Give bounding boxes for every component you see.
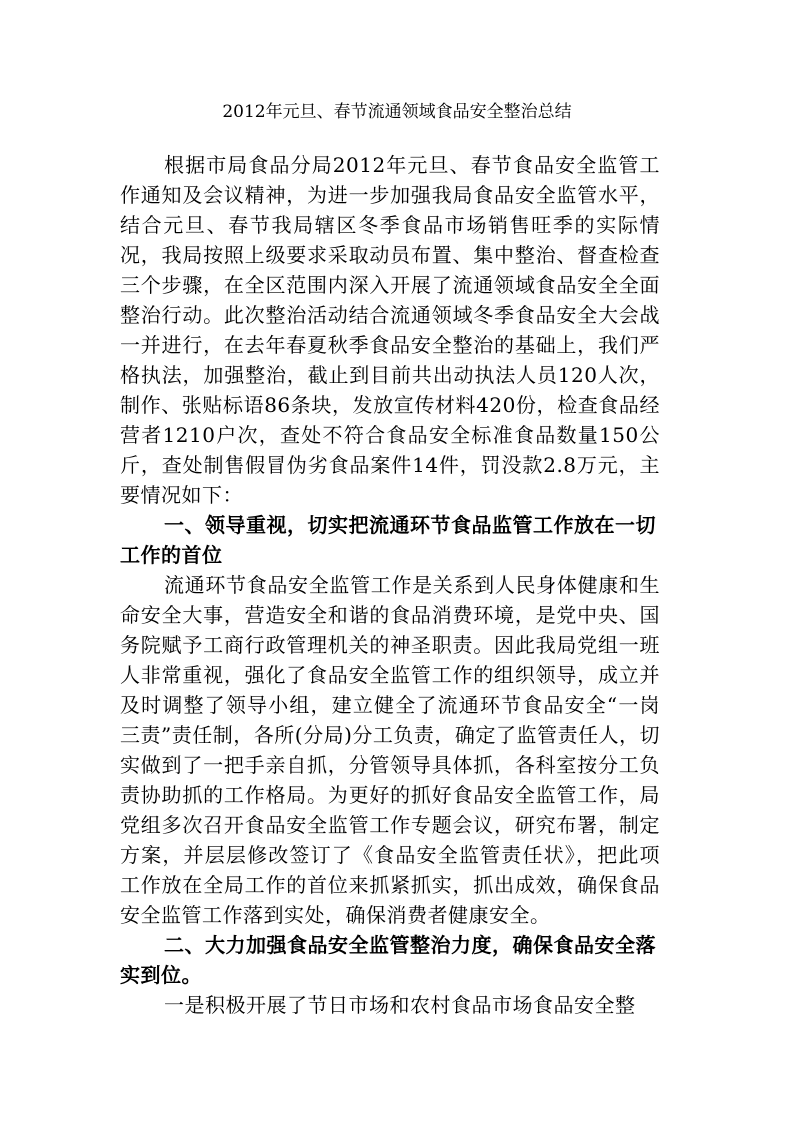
document-body <box>120 150 660 1020</box>
section-heading-1: 一、领导重视，切实把流通环节食品监管工作放在一切工作的首位 <box>120 513 656 567</box>
section-heading-2: 二、大力加强食品安全监管整治力度，确保食品安全落实到位。 <box>120 933 656 987</box>
document-title: 2012年元旦、春节流通领域食品安全整治总结 <box>222 102 572 122</box>
section-2-paragraph: 一是积极开展了节日市场和农村食品市场食品安全整 <box>164 993 636 1017</box>
intro-paragraph: 根据市局食品分局2012年元旦、春节食品安全监管工作通知及会议精神，为进一步加强我局食品安全监管水平，结合元旦、春节我局辖区冬季食品市场销售旺季的实际情况，我局按照上级要求采取动员布置、集中整治、督查检查三个步骤，在全区范围内深入开展了流通领域食品安全全面整治行动。此次整治活动结合流通领域冬季食品安全大会战一并进行，在去年春夏秋季食品安全整治的基础上，我们严格执法，加强整治，截止到目前共出动执法人员120人次，制作、张贴标语86条块，发放宣传材料420份，检查食品经营者1210户次，查处不符合食品安全标准食品数量150公斤，查处制售假冒伪劣食品案件14件，罚没款2.8万元，主要情况如下： <box>120 153 660 507</box>
section-1-paragraph: 流通环节食品安全监管工作是关系到人民身体健康和生命安全大事，营造安全和谐的食品消费环境，是党中央、国务院赋予工商行政管理机关的神圣职责。因此我局党组一班人非常重视，强化了食品安全监管工作的组织领导，成立并及时调整了领导小组，建立健全了流通环节食品安全“一岗三责”责任制，各所(分局)分工负责，确定了监管责任人，切实做到了一把手亲自抓，分管领导具体抓，各科室按分工负责协助抓的工作格局。为更好的抓好食品安全监管工作，局党组多次召开食品安全监管工作专题会议，研究布署，制定方案，并层层修改签订了《食品安全监管责任状》，把此项工作放在全局工作的首位来抓紧抓实，抓出成效，确保食品安全监管工作落到实处，确保消费者健康安全。 <box>120 573 660 927</box>
